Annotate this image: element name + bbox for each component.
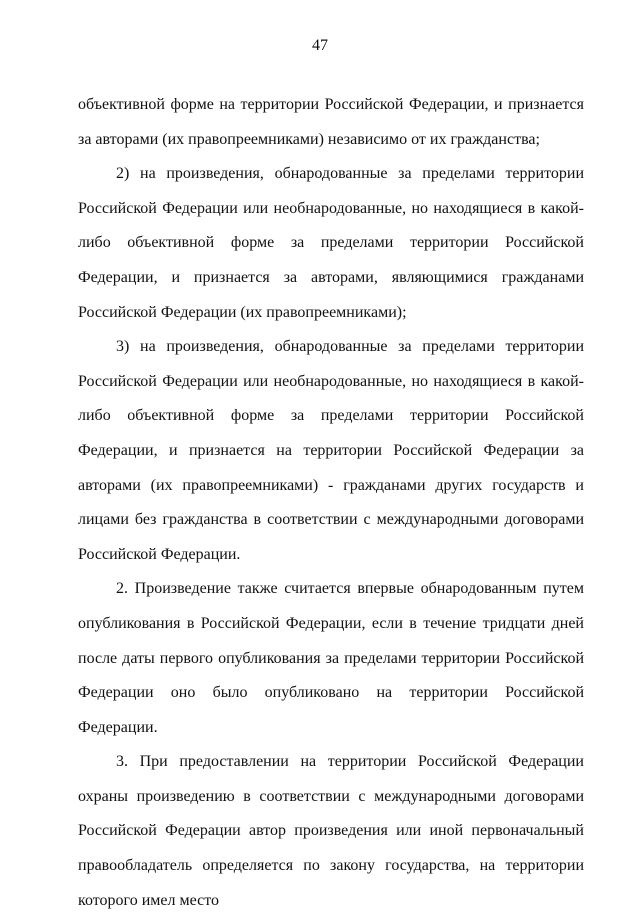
paragraph-item-3: 3) на произведения, обнародованные за пределами территории Российской Федерации или необнародованные, но находящиеся в какой-либо объективной форме за пределами территории Российской Федерации, и признается на территории Российской Федерации за авторами (их правопреемниками) - гражданами других государств и лицами без гражданства в соответствии с международными договорами Российской Федерации.: [78, 338, 584, 563]
paragraph-clause-2: 2. Произведение также считается впервые обнародованным путем опубликования в Российской Федерации, если в течение тридцати дней после даты первого опубликования за пределами территории Российской Федерации оно было опубликовано на территории Российской Федерации.: [78, 580, 584, 736]
paragraph-clause-3: 3. При предоставлении на территории Российской Федерации охраны произведению в соответствии с международными договорами Российской Федерации автор произведения или иной первоначальный правообладатель определяется по закону государства, на территории которого имел место: [78, 753, 584, 909]
paragraph-item-2: 2) на произведения, обнародованные за пределами территории Российской Федерации или необнародованные, но находящиеся в какой-либо объективной форме за пределами территории Российской Федерации, и признается за авторами, являющимися гражданами Российской Федерации (их правопреемниками);: [78, 165, 584, 321]
body-text: [78, 88, 584, 918]
page-number: 47: [312, 37, 328, 54]
paragraph-continuation: объективной форме на территории Российской Федерации, и признается за авторами (их правопреемниками) независимо от их гражданства;: [78, 96, 584, 148]
